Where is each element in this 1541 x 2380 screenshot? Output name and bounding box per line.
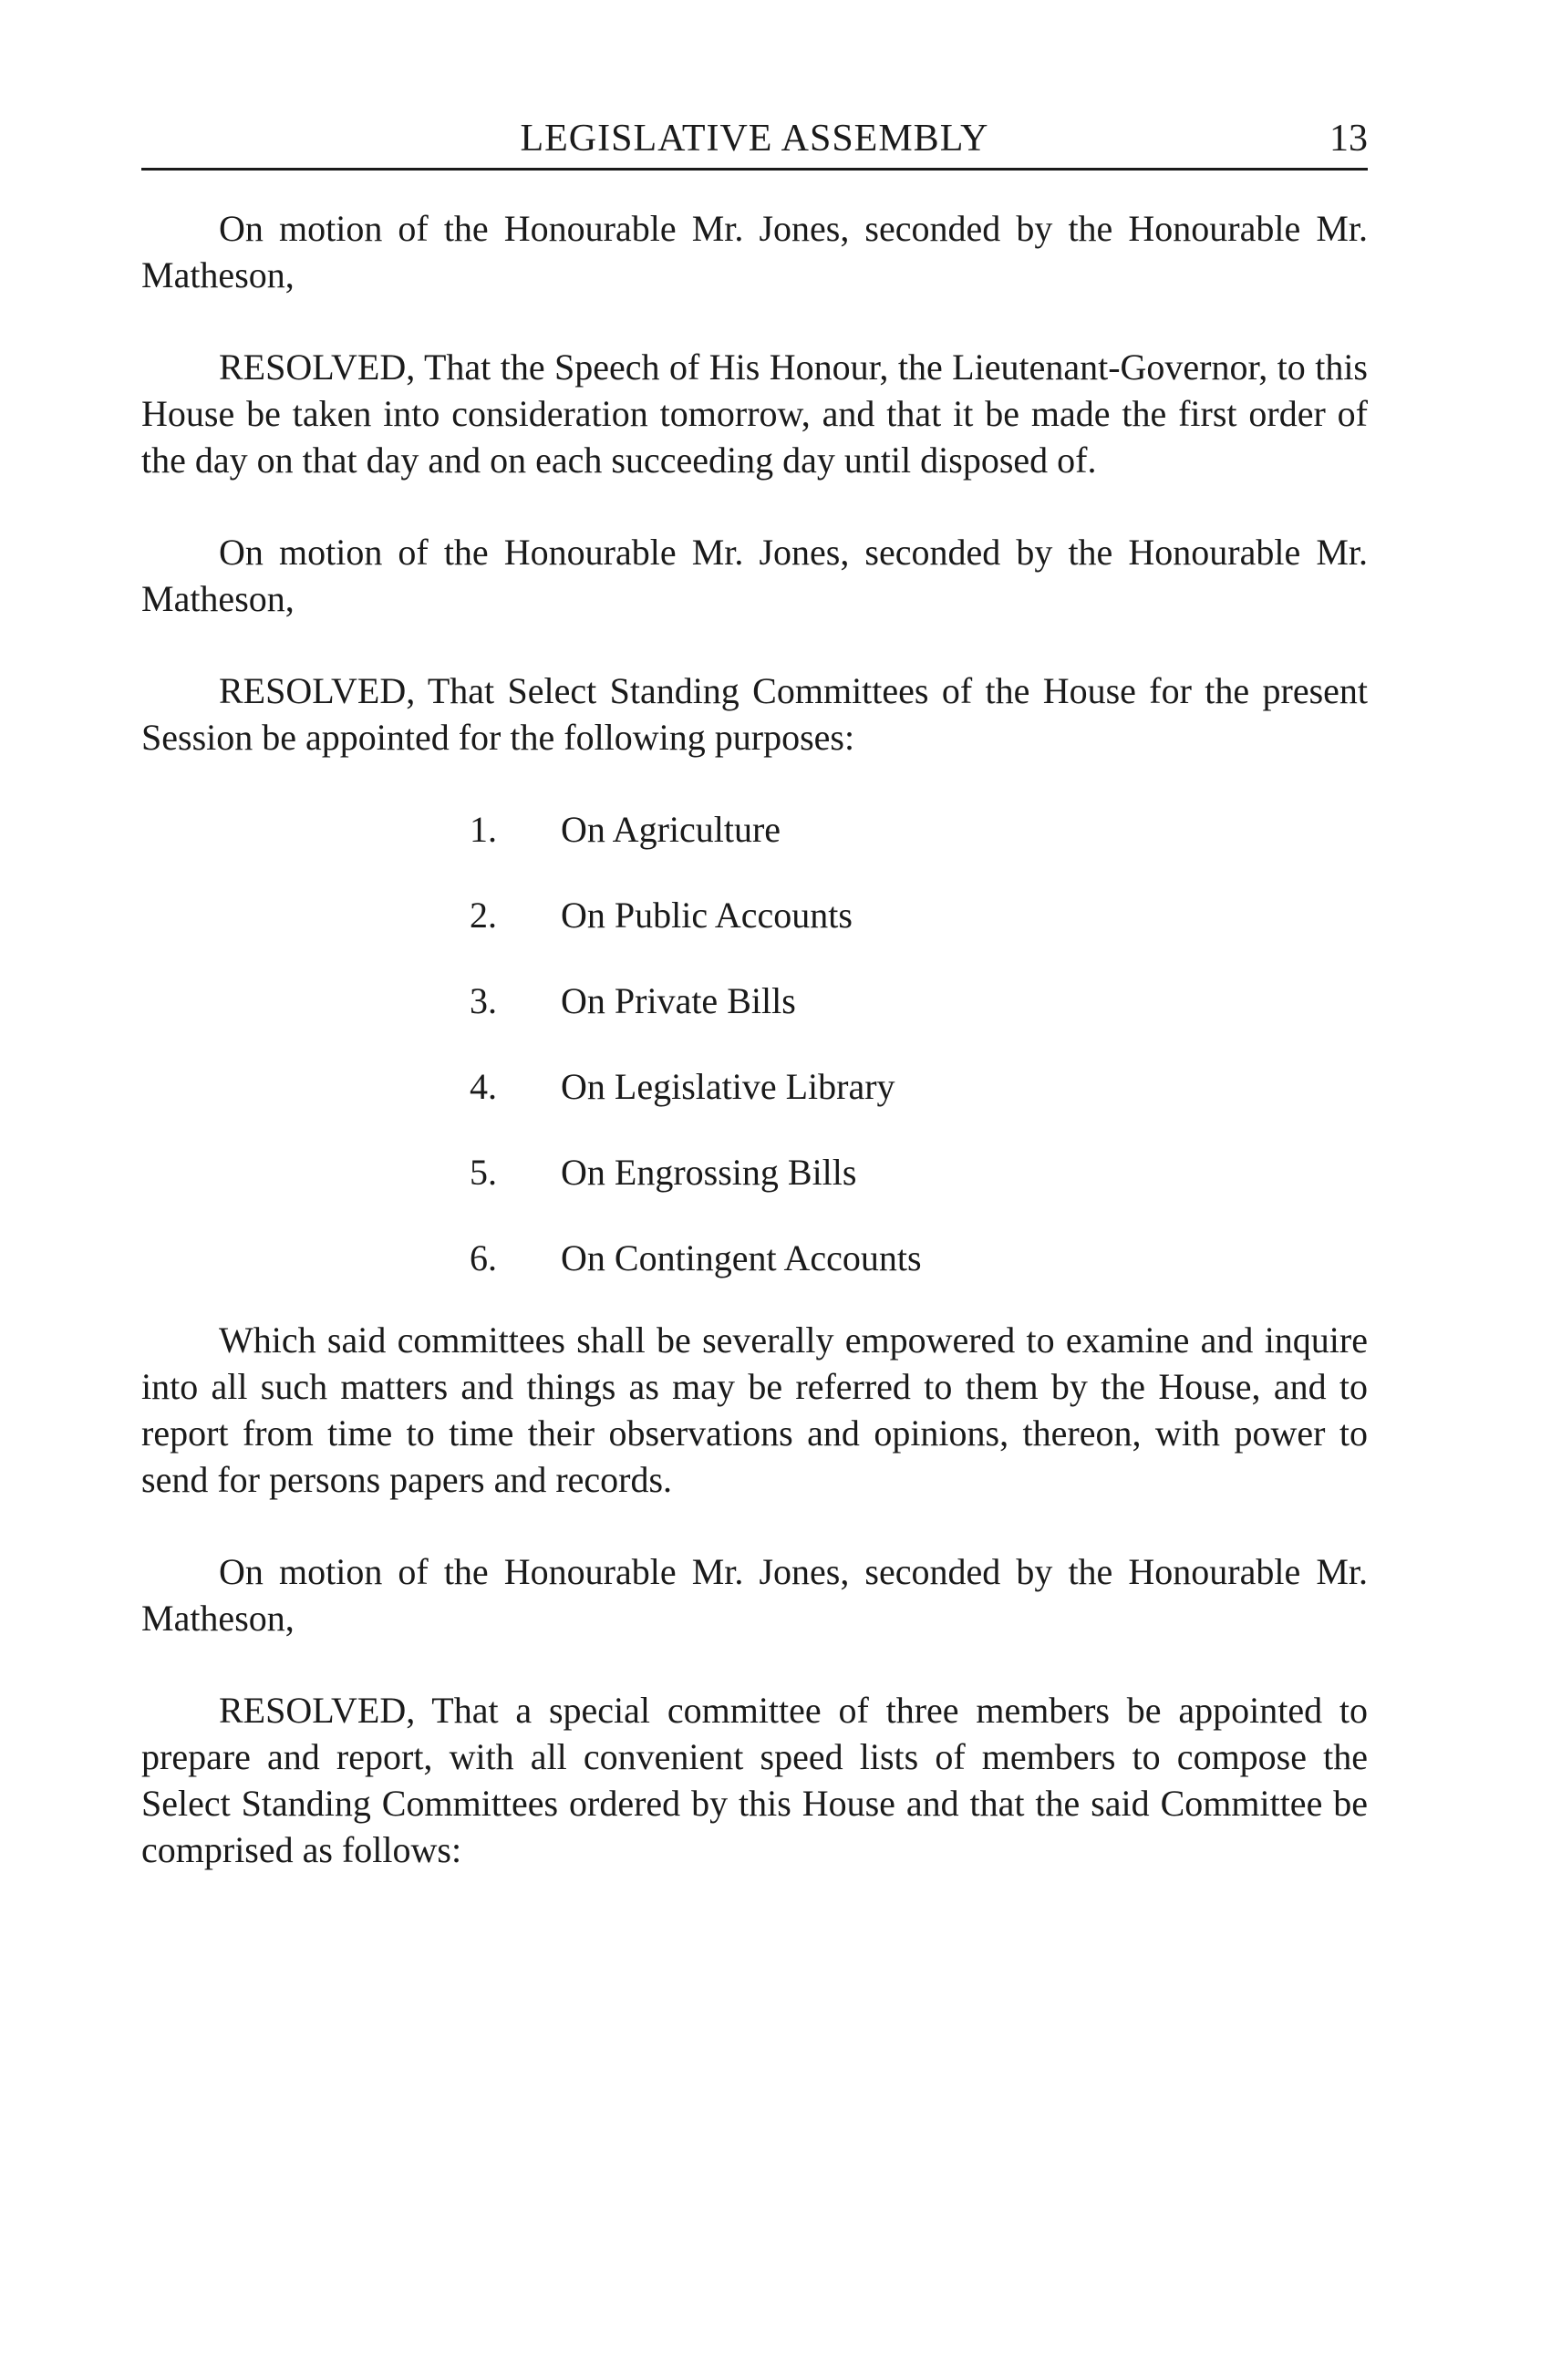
- list-item: [470, 806, 1368, 892]
- list-item-number: 3.: [470, 980, 497, 1021]
- page-header: [141, 109, 1368, 171]
- list-item-number: 4.: [470, 1066, 497, 1107]
- list-item-label: On Agriculture: [561, 809, 781, 850]
- committee-powers-paragraph: Which said committees shall be severally empowered to examine and inquire into all such matters and things as may be referred to them by the House, and to report from time to time their observations and opinions, thereon, with power to send for persons papers and records.: [141, 1319, 1368, 1500]
- list-item: [470, 892, 1368, 978]
- list-item: [470, 1149, 1368, 1235]
- motion-paragraph-1: On motion of the Honourable Mr. Jones, seconded by the Honourable Mr. Matheson,: [141, 208, 1368, 295]
- list-item-number: 1.: [470, 809, 497, 850]
- document-page: [141, 109, 1368, 1873]
- list-item: [470, 1235, 1368, 1320]
- page-number: 13: [1329, 118, 1368, 160]
- resolution-committees-paragraph: RESOLVED, That Select Standing Committees of the House for the present Session be appointed for the following purposes:: [141, 670, 1368, 758]
- list-item: [470, 1063, 1368, 1149]
- list-item-label: On Legislative Library: [561, 1066, 895, 1107]
- list-item-number: 2.: [470, 895, 497, 936]
- list-item-label: On Contingent Accounts: [561, 1237, 922, 1278]
- motion-paragraph-2: On motion of the Honourable Mr. Jones, seconded by the Honourable Mr. Matheson,: [141, 532, 1368, 619]
- resolution-special-committee-paragraph: RESOLVED, That a special committee of three members be appointed to prepare and report, with all convenient speed lists of members to compose the Select Standing Committees ordered by this House and that the said Committee be comprised as follows:: [141, 1690, 1368, 1870]
- list-item-number: 5.: [470, 1152, 497, 1193]
- running-title: LEGISLATIVE ASSEMBLY: [520, 118, 989, 160]
- motion-paragraph-3: On motion of the Honourable Mr. Jones, seconded by the Honourable Mr. Matheson,: [141, 1551, 1368, 1639]
- list-item-label: On Private Bills: [561, 980, 796, 1021]
- resolution-speech-paragraph: RESOLVED, That the Speech of His Honour, the Lieutenant-Governor, to this House be taken into consideration tomorrow, and that it be made the first order of the day on that day and on each succeeding day until disposed of.: [141, 347, 1368, 481]
- list-item-label: On Public Accounts: [561, 895, 853, 936]
- list-item-label: On Engrossing Bills: [561, 1152, 857, 1193]
- list-item: [470, 978, 1368, 1063]
- list-item-number: 6.: [470, 1237, 497, 1278]
- committee-list: [141, 806, 1368, 1320]
